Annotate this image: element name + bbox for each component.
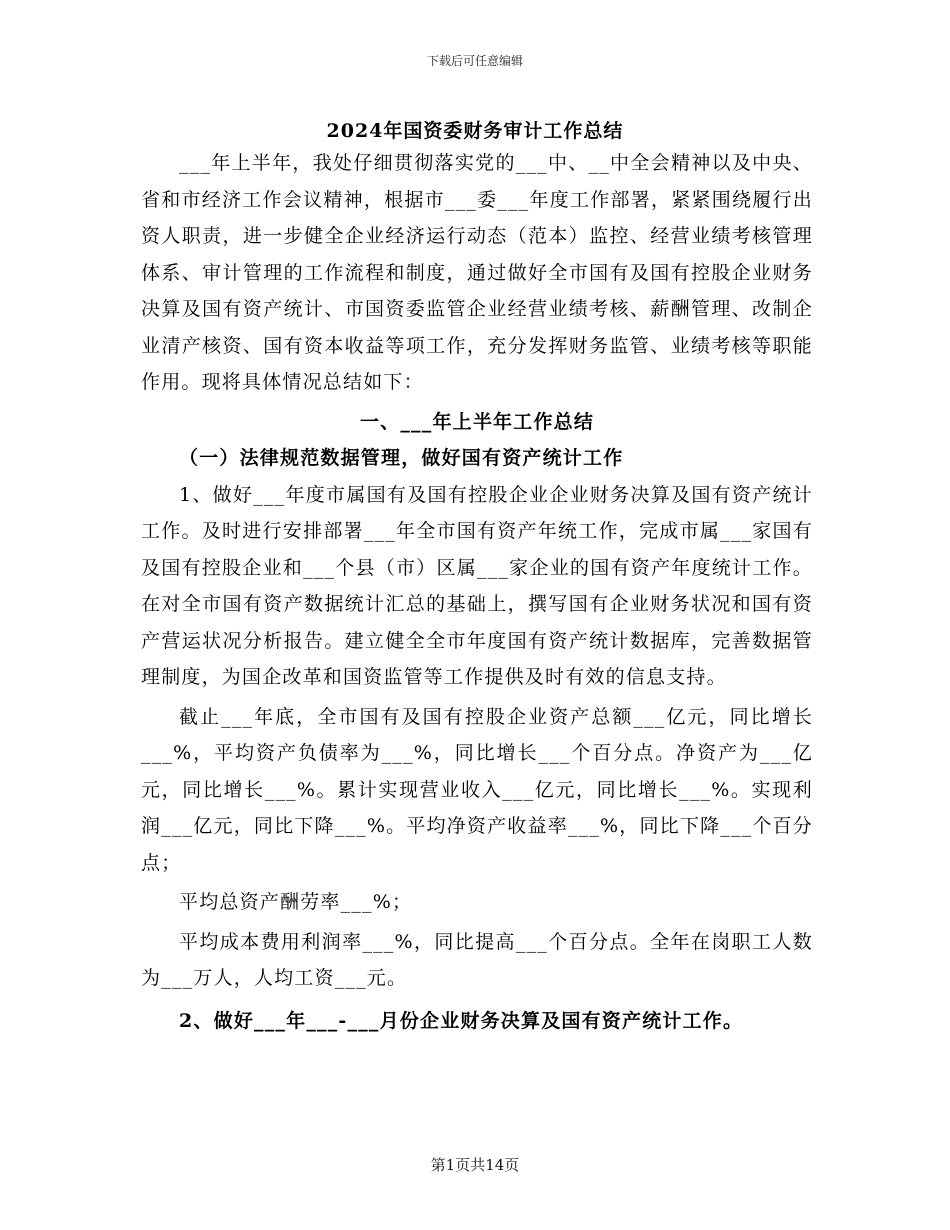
item-2-heading: 2、做好___年___-___月份企业财务决算及国有资产统计工作。 <box>179 1009 744 1032</box>
header-note: 下载后可任意编辑 <box>426 54 523 68</box>
cost-profit-paragraph: 平均成本费用利润率___%，同比提高___个百分点。全年在岗职工人数为___万人，人均工资___元。 <box>141 930 813 989</box>
roa-paragraph: 平均总资产酬劳率___%； <box>179 891 413 913</box>
subsection-heading: （一）法律规范数据管理，做好国有资产统计工作 <box>179 447 624 469</box>
item-1-paragraph: 1、做好___年度市属国有及国有控股企业企业财务决算及国有资产统计工作。及时进行安排部署___年全市国有资产年统工作，完成市属___家国有及国有控股企业和___个县（市）区属___家企业的国有资产年度统计工作。在对全市国有资产数据统计汇总的基础上，撰写国有企业财务状况和国有资产营运状况分析报告。建立健全全市年度国有资产统计数据库，完善数据管理制度，为国企改革和国资监管等工作提供及时有效的信息支持。 <box>141 483 813 688</box>
section-heading: 一、___年上半年工作总结 <box>359 410 595 433</box>
page-footer: 第1页共14页 <box>430 1156 520 1174</box>
statistics-paragraph: 截止___年底，全市国有及国有控股企业资产总额___亿元，同比增长___%，平均资产负债率为___%，同比增长___个百分点。净资产为___亿元，同比增长___%。累计实现营业收入___亿元，同比增长___%。实现利润___亿元，同比下降___%。平均净资产收益率___%，同比下降___个百分点； <box>141 705 813 874</box>
intro-paragraph: ___年上半年，我处仔细贯彻落实党的___中、__中全会精神以及中央、省和市经济工作会议精神，根据市___委___年度工作部署，紧紧围绕履行出资人职责，进一步健全企业经济运行动态（范本）监控、经营业绩考核管理体系、审计管理的工作流程和制度，通过做好全市国有及国有控股企业财务决算及国有资产统计、市国资委监管企业经营业绩考核、薪酬管理、改制企业清产核资、国有资本收益等项工作，充分发挥财务监管、业绩考核等职能作用。现将具体情况总结如下： <box>141 152 813 393</box>
document-title: 2024年国资委财务审计工作总结 <box>326 120 624 142</box>
document-body <box>141 145 813 1039</box>
